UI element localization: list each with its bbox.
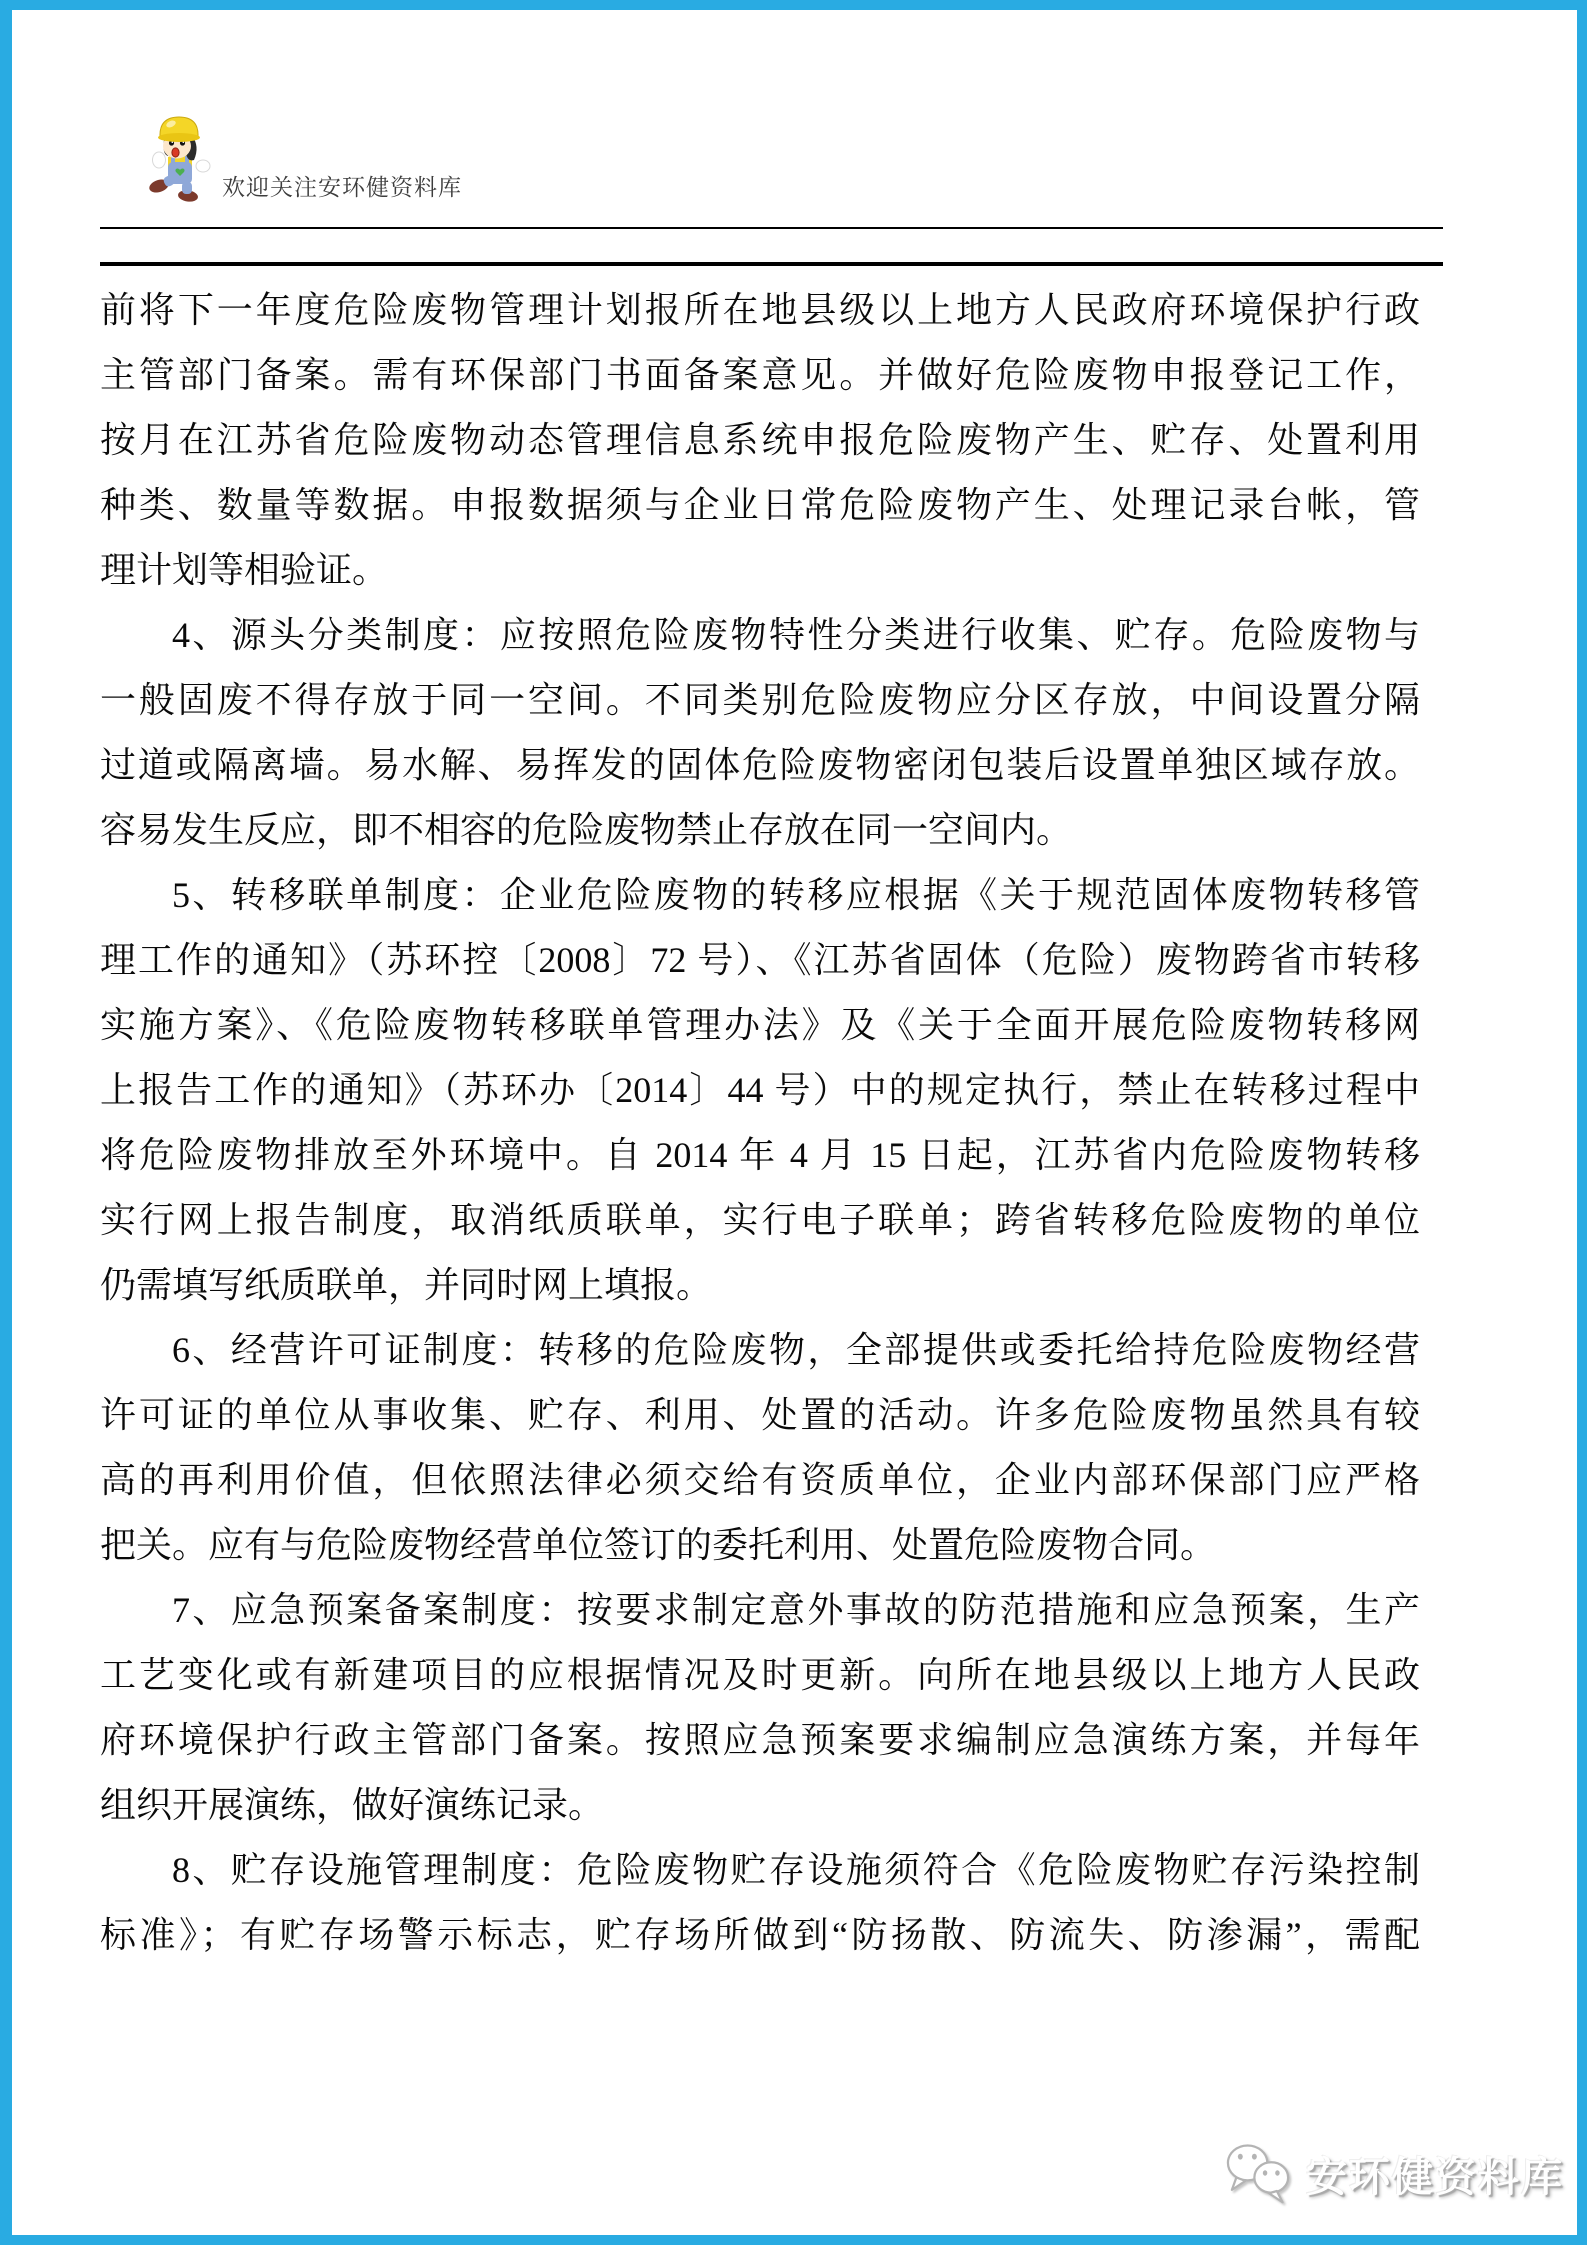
text-line: 6、经营许可证制度：转移的危险废物，全部提供或委托给持危险废物经营	[172, 1330, 1420, 1370]
text-line: 主管部门备案。需有环保部门书面备案意见。并做好危险废物申报登记工作，	[100, 355, 1420, 395]
text-line: 上报告工作的通知》（苏环办〔2014〕44 号）中的规定执行，禁止在转移过程中	[100, 1070, 1420, 1110]
text-line: 把关。应有与危险废物经营单位签订的委托利用、处置危险废物合同。	[100, 1525, 1217, 1565]
text-line: 组织开展演练，做好演练记录。	[100, 1785, 605, 1825]
text-line: 种类、数量等数据。申报数据须与企业日常危险废物产生、处理记录台帐，管	[100, 485, 1420, 525]
header-slogan: 欢迎关注安环健资料库	[222, 174, 462, 200]
text-line: 一般固废不得存放于同一空间。不同类别危险废物应分区存放，中间设置分隔	[100, 680, 1420, 720]
text-line: 将危险废物排放至外环境中。自 2014 年 4 月 15 日起，江苏省内危险废物转移	[100, 1135, 1420, 1175]
text-line: 实行网上报告制度，取消纸质联单，实行电子联单；跨省转移危险废物的单位	[100, 1200, 1420, 1240]
document-body	[100, 278, 1420, 1968]
text-line: 工艺变化或有新建项目的应根据情况及时更新。向所在地县级以上地方人民政	[100, 1655, 1420, 1695]
text-line: 许可证的单位从事收集、贮存、利用、处置的活动。许多危险废物虽然具有较	[100, 1395, 1420, 1435]
text-line: 理计划等相验证。	[100, 550, 389, 590]
paragraph	[100, 603, 1420, 863]
text-line: 5、转移联单制度：企业危险废物的转移应根据《关于规范固体废物转移管	[172, 875, 1420, 915]
watermark-text: 安环健资料库	[1306, 2153, 1564, 2200]
footer-watermark	[1224, 2130, 1564, 2216]
header-rule-thin	[100, 227, 1443, 229]
text-line: 7、应急预案备案制度：按要求制定意外事故的防范措施和应急预案，生产	[172, 1590, 1420, 1630]
text-line: 过道或隔离墙。易水解、易挥发的固体危险废物密闭包装后设置单独区域存放。	[100, 745, 1420, 785]
safety-worker-mascot-icon	[146, 110, 214, 202]
paragraph	[100, 1318, 1420, 1578]
text-line: 4、源头分类制度：应按照危险废物特性分类进行收集、贮存。危险废物与	[172, 615, 1420, 655]
text-line: 理工作的通知》（苏环控〔2008〕72 号）、《江苏省固体（危险）废物跨省市转移	[100, 940, 1420, 980]
wechat-icon	[1224, 2141, 1296, 2205]
text-line: 前将下一年度危险废物管理计划报所在地县级以上地方人民政府环境保护行政	[100, 290, 1420, 330]
text-line: 8、贮存设施管理制度：危险废物贮存设施须符合《危险废物贮存污染控制	[172, 1850, 1420, 1890]
text-line: 仍需填写纸质联单，并同时网上填报。	[100, 1265, 713, 1305]
paragraph	[100, 863, 1420, 1318]
text-line: 按月在江苏省危险废物动态管理信息系统申报危险废物产生、贮存、处置利用	[100, 420, 1420, 460]
text-line: 容易发生反应，即不相容的危险废物禁止存放在同一空间内。	[100, 810, 1073, 850]
header-rule-thick	[100, 262, 1443, 266]
text-line: 标准》；有贮存场警示标志，贮存场所做到“防扬散、防流失、防渗漏”，需配	[100, 1915, 1420, 1955]
text-line: 实施方案》、《危险废物转移联单管理办法》及《关于全面开展危险废物转移网	[100, 1005, 1420, 1045]
text-line: 府环境保护行政主管部门备案。按照应急预案要求编制应急演练方案，并每年	[100, 1720, 1420, 1760]
paragraph	[100, 278, 1420, 603]
paragraph	[100, 1838, 1420, 1968]
paragraph	[100, 1578, 1420, 1838]
text-line: 高的再利用价值，但依照法律必须交给有资质单位，企业内部环保部门应严格	[100, 1460, 1420, 1500]
